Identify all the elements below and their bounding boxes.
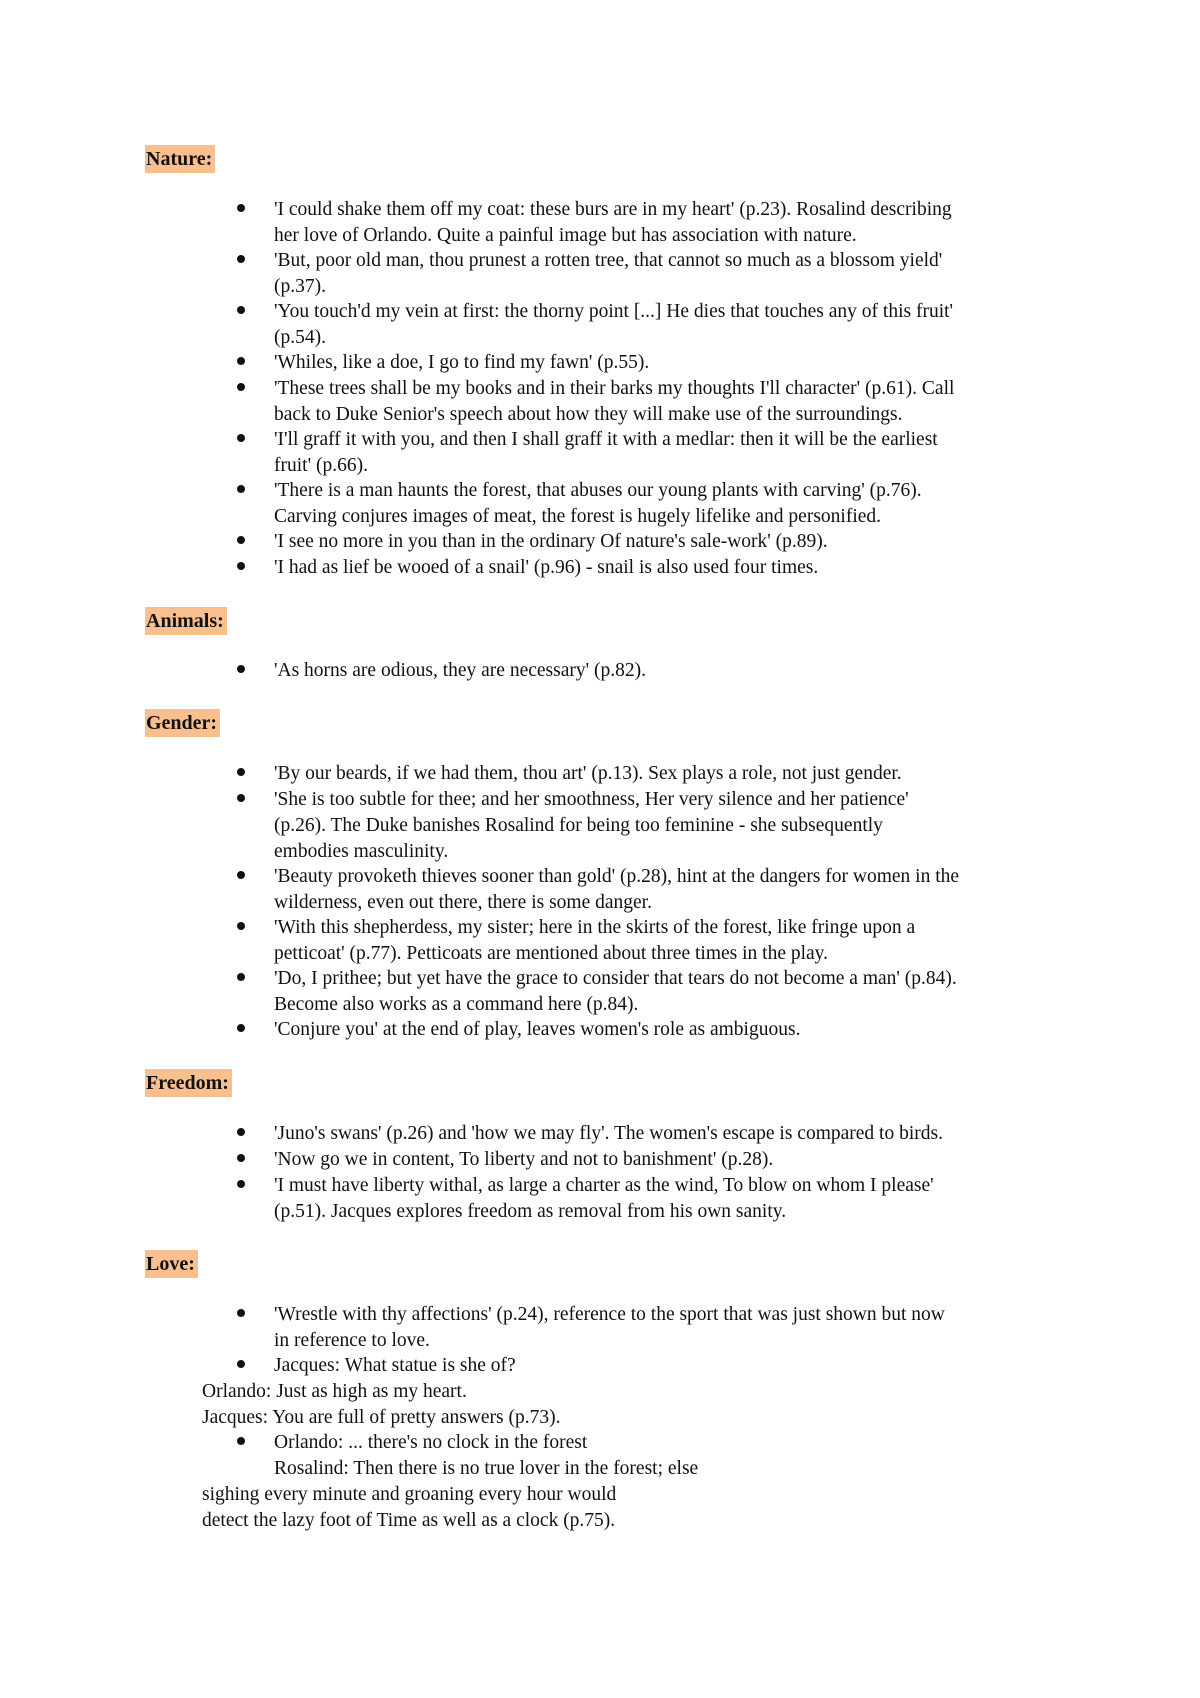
bullet-icon [237,1154,245,1162]
bullet-icon [237,562,245,570]
heading-gender: Gender: [145,709,220,737]
gender-item-3-line-2: wilderness, even out there, there is some danger. [274,892,652,913]
bullet-icon [237,1437,245,1445]
nature-item-5-line-2: back to Duke Senior's speech about how they will make use of the surroundings. [274,404,903,425]
animals-item-1-line-1: 'As horns are odious, they are necessary' (p.82). [274,660,646,681]
gender-item-2-line-2: (p.26). The Duke banishes Rosalind for being too feminine - she subsequently [274,815,883,836]
bullet-icon [237,1309,245,1317]
bullet-icon [237,383,245,391]
gender-item-4-line-1: 'With this shepherdess, my sister; here in the skirts of the forest, like fringe upon a [274,917,916,938]
bullet-icon [237,768,245,776]
heading-freedom: Freedom: [145,1069,232,1097]
gender-item-2-line-1: 'She is too subtle for thee; and her smoothness, Her very silence and her patience' [274,789,909,810]
bullet-icon [237,1180,245,1188]
bullet-icon [237,665,245,673]
gender-item-5-line-1: 'Do, I prithee; but yet have the grace to consider that tears do not become a man' (p.84). [274,968,957,989]
nature-item-6-line-1: 'I'll graff it with you, and then I shall graff it with a medlar: then it will be the earliest [274,429,938,450]
bullet-icon [237,1360,245,1368]
freedom-item-3-line-1: 'I must have liberty withal, as large a charter as the wind, To blow on whom I please' [274,1175,934,1196]
gender-item-2-line-3: embodies masculinity. [274,841,449,862]
love-dialogue-line: Jacques: You are full of pretty answers (p.73). [202,1407,561,1428]
bullet-icon [237,871,245,879]
love-dialogue-line: sighing every minute and groaning every hour would [202,1484,617,1505]
bullet-icon [237,204,245,212]
bullet-icon [237,434,245,442]
nature-item-6-line-2: fruit' (p.66). [274,455,368,476]
bullet-icon [237,255,245,263]
love-dialogue-line: detect the lazy foot of Time as well as a clock (p.75). [202,1510,616,1531]
nature-item-4-line-1: 'Whiles, like a doe, I go to find my fawn' (p.55). [274,352,650,373]
bullet-icon [237,794,245,802]
nature-item-2-line-1: 'But, poor old man, thou prunest a rotten tree, that cannot so much as a blossom yield' [274,250,943,271]
heading-love: Love: [145,1250,198,1278]
bullet-icon [237,485,245,493]
heading-animals: Animals: [145,607,227,635]
nature-item-1-line-2: her love of Orlando. Quite a painful image but has association with nature. [274,225,857,246]
love-item-3-line-2: Rosalind: Then there is no true lover in the forest; else [274,1458,699,1479]
bullet-icon [237,1128,245,1136]
nature-item-5-line-1: 'These trees shall be my books and in their barks my thoughts I'll character' (p.61). Call [274,378,955,399]
nature-item-3-line-2: (p.54). [274,327,326,348]
gender-item-6-line-1: 'Conjure you' at the end of play, leaves women's role as ambiguous. [274,1019,801,1040]
bullet-icon [237,973,245,981]
freedom-item-2-line-1: 'Now go we in content, To liberty and not to banishment' (p.28). [274,1149,774,1170]
nature-item-3-line-1: 'You touch'd my vein at first: the thorny point [...] He dies that touches any of this fruit' [274,301,954,322]
freedom-item-3-line-2: (p.51). Jacques explores freedom as removal from his own sanity. [274,1201,787,1222]
love-item-1-line-2: in reference to love. [274,1330,430,1351]
love-item-3-line-1: Orlando: ... there's no clock in the forest [274,1432,588,1453]
nature-item-7-line-2: Carving conjures images of meat, the forest is hugely lifelike and personified. [274,506,882,527]
gender-item-5-line-2: Become also works as a command here (p.84). [274,994,639,1015]
love-dialogue-line: Orlando: Just as high as my heart. [202,1381,467,1402]
gender-item-3-line-1: 'Beauty provoketh thieves sooner than gold' (p.28), hint at the dangers for women in the [274,866,960,887]
freedom-item-1-line-1: 'Juno's swans' (p.26) and 'how we may fly'. The women's escape is compared to birds. [274,1123,943,1144]
bullet-icon [237,306,245,314]
bullet-icon [237,1024,245,1032]
heading-nature: Nature: [145,145,215,173]
love-item-2-line-1: Jacques: What statue is she of? [274,1355,516,1376]
gender-item-1-line-1: 'By our beards, if we had them, thou art' (p.13). Sex plays a role, not just gender. [274,763,902,784]
nature-item-8-line-1: 'I see no more in you than in the ordinary Of nature's sale-work' (p.89). [274,531,828,552]
bullet-icon [237,536,245,544]
gender-item-4-line-2: petticoat' (p.77). Petticoats are mentioned about three times in the play. [274,943,829,964]
nature-item-9-line-1: 'I had as lief be wooed of a snail' (p.96) - snail is also used four times. [274,557,819,578]
nature-item-1-line-1: 'I could shake them off my coat: these burs are in my heart' (p.23). Rosalind describing [274,199,952,220]
bullet-icon [237,922,245,930]
bullet-icon [237,357,245,365]
nature-item-2-line-2: (p.37). [274,276,326,297]
nature-item-7-line-1: 'There is a man haunts the forest, that abuses our young plants with carving' (p.76). [274,480,922,501]
love-item-1-line-1: 'Wrestle with thy affections' (p.24), reference to the sport that was just shown but now [274,1304,945,1325]
